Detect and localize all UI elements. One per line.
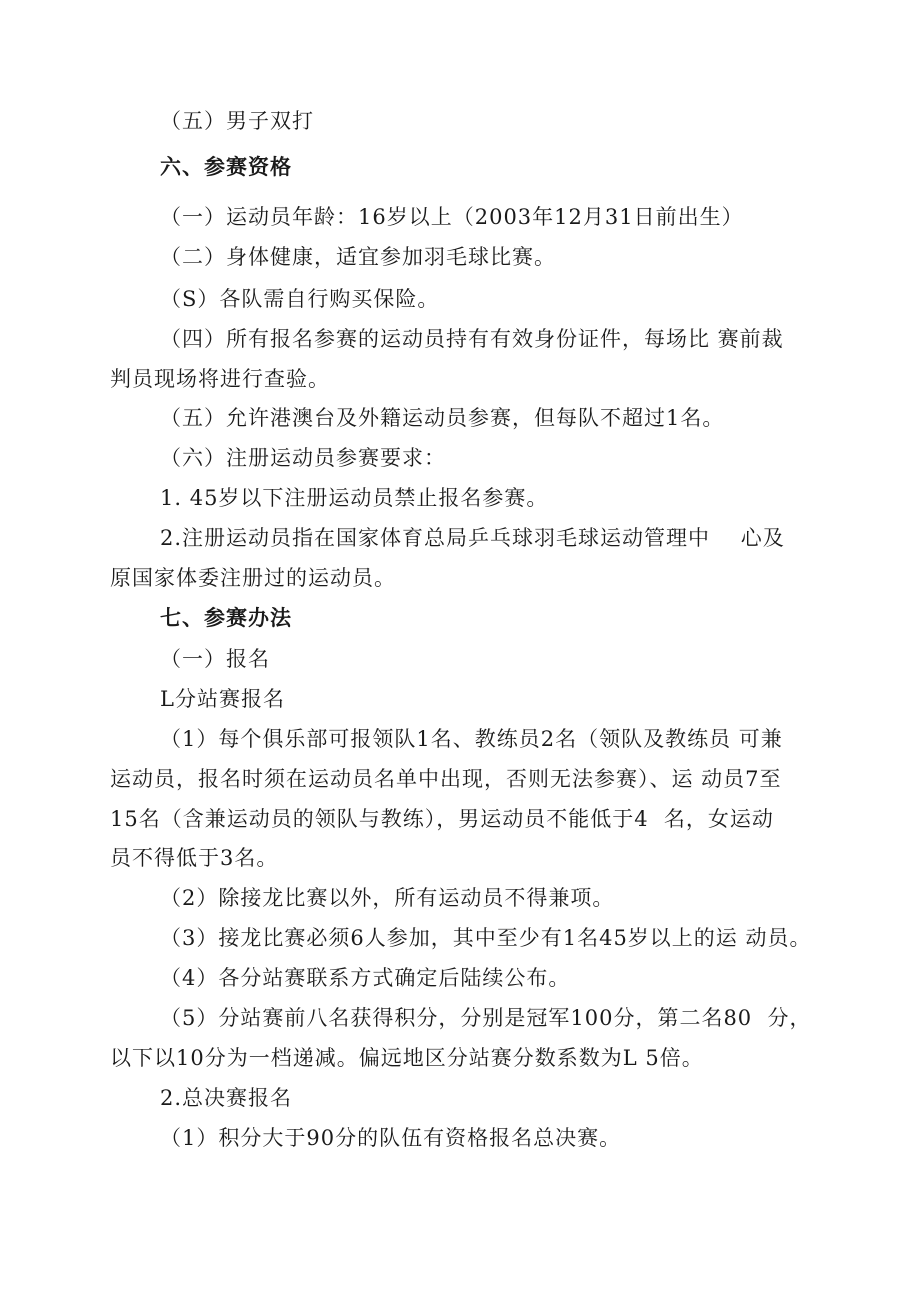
station-rule-2: （2）除接龙比赛以外，所有运动员不得兼项。	[160, 886, 615, 910]
section-heading-7-method: 七、参赛办法	[160, 606, 292, 630]
station-rule-5-line2: 以下以10分为一档递减。偏远地区分站赛分数系数为L 5倍。	[110, 1046, 704, 1070]
line-item-5-mens-doubles: （五）男子双打	[160, 109, 314, 133]
subsection-final-registration: 2.总决赛报名	[160, 1086, 293, 1110]
section-heading-6-eligibility: 六、参赛资格	[160, 155, 292, 179]
station-rule-1-line4: 员不得低于3名。	[110, 846, 279, 870]
station-rule-3: （3）接龙比赛必须6人参加，其中至少有1名45岁以上的运 动员。	[160, 926, 812, 950]
eligibility-item-4-id-line2: 判员现场将进行查验。	[110, 367, 330, 391]
eligibility-item-5-foreign: （五）允许港澳台及外籍运动员参赛，但每队不超过1名。	[160, 406, 725, 430]
subsection-station-registration: L分站赛报名	[160, 687, 285, 711]
registered-rule-1: 1. 45岁以下注册运动员禁止报名参赛。	[160, 486, 549, 510]
station-rule-1-line1: （1）每个俱乐部可报领队1名、教练员2名（领队及教练员 可兼	[160, 727, 783, 751]
eligibility-item-6-registered: （六）注册运动员参赛要求：	[160, 446, 446, 470]
method-item-1-registration: （一）报名	[160, 647, 270, 671]
final-rule-1: （1）积分大于90分的队伍有资格报名总决赛。	[160, 1126, 622, 1150]
eligibility-item-4-id-line1: （四）所有报名参赛的运动员持有有效身份证件，每场比 赛前裁	[160, 327, 784, 351]
registered-rule-2-line2: 原国家体委注册过的运动员。	[110, 566, 396, 590]
station-rule-5-line1: （5）分站赛前八名获得积分，分别是冠军100分，第二名80 分，	[160, 1006, 812, 1030]
eligibility-item-1-age: （一）运动员年龄：16岁以上（2003年12月31日前出生）	[160, 205, 744, 229]
station-rule-1-line3: 15名（含兼运动员的领队与教练），男运动员不能低于4 名，女运动	[110, 807, 774, 831]
registered-rule-2-line1: 2.注册运动员指在国家体育总局乒乓球羽毛球运动管理中 心及	[160, 526, 785, 550]
eligibility-item-2-health: （二）身体健康，适宜参加羽毛球比赛。	[160, 245, 556, 269]
eligibility-item-3-insurance: （S）各队需自行购买保险。	[160, 287, 440, 311]
station-rule-4: （4）各分站赛联系方式确定后陆续公布。	[160, 966, 571, 990]
station-rule-1-line2: 运动员，报名时须在运动员名单中出现，否则无法参赛）、运 动员7至	[110, 767, 782, 791]
